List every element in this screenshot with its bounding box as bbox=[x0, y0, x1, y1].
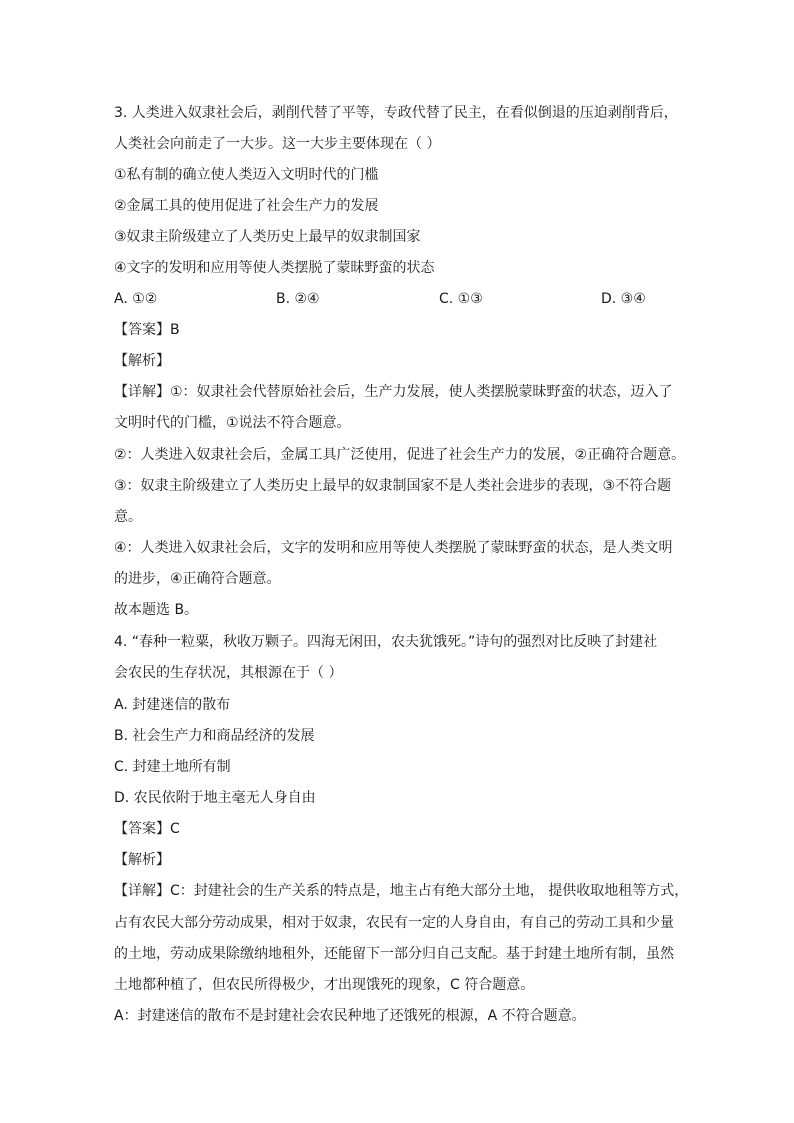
q3-detail-line-2: 文明时代的门槛，①说法不符合题意。 bbox=[114, 415, 351, 431]
q4-detail-line-3: 的土地，劳动成果除缴纳地租外，还能留下一部分归自己支配。基于封建土地所有制，虽然 bbox=[114, 946, 674, 962]
q3-detail-line-7: 的进步，④正确符合题意。 bbox=[114, 571, 281, 587]
q3-option-d: D. ③④ bbox=[601, 291, 646, 307]
q3-item-3: ③奴隶主阶级建立了人类历史上最早的奴隶制国家 bbox=[114, 229, 421, 245]
q4-option-b: B. 社会生产力和商品经济的发展 bbox=[114, 728, 315, 744]
q3-option-a: A. ①② bbox=[114, 291, 158, 307]
q4-stem-line-1: 4. “春种一粒粟，秋收万颗子。四海无闲田，农夫犹饿死。”诗句的强烈对比反映了封建社 bbox=[114, 634, 658, 650]
q3-stem-line-2: 人类社会向前走了一大步。这一大步主要体现在（ ） bbox=[114, 136, 441, 152]
q4-detail-line-2: 占有农民大部分劳动成果，相对于奴隶，农民有一定的人身自由，有自己的劳动工具和少量 bbox=[114, 915, 674, 931]
q4-stem-line-2: 会农民的生存状况，其根源在于（ ） bbox=[114, 665, 343, 681]
q4-option-d: D. 农民依附于地主毫无人身自由 bbox=[114, 790, 316, 806]
q3-option-c: C. ①③ bbox=[439, 291, 483, 307]
q3-option-b: B. ②④ bbox=[276, 291, 320, 307]
q4-detail-line-4: 土地都种植了，但农民所得极少，才出现饿死的现象，C 符合题意。 bbox=[114, 977, 535, 993]
q3-item-4: ④文字的发明和应用等使人类摆脱了蒙昧野蛮的状态 bbox=[114, 260, 435, 276]
q4-analysis-label: 【解析】 bbox=[114, 852, 170, 868]
q3-conclusion: 故本题选 B。 bbox=[114, 602, 199, 618]
q3-options bbox=[114, 289, 674, 309]
q4-option-c: C. 封建土地所有制 bbox=[114, 759, 231, 775]
q4-option-a: A. 封建迷信的散布 bbox=[114, 697, 231, 713]
q3-detail-line-1: 【详解】①：奴隶社会代替原始社会后，生产力发展，使人类摆脱蒙昧野蛮的状态，迈入了 bbox=[114, 384, 673, 400]
q4-answer: 【答案】C bbox=[114, 821, 180, 837]
q3-stem-line-1: 3. 人类进入奴隶社会后，剥削代替了平等，专政代替了民主，在看似倒退的压迫剥削背后， bbox=[114, 105, 678, 121]
q3-item-2: ②金属工具的使用促进了社会生产力的发展 bbox=[114, 198, 379, 214]
q3-detail-line-3: ②：人类进入奴隶社会后，金属工具广泛使用，促进了社会生产力的发展，②正确符合题意。 bbox=[114, 447, 686, 463]
q3-detail-line-5: 意。 bbox=[114, 509, 142, 525]
q3-detail-line-6: ④：人类进入奴隶社会后，文字的发明和应用等使人类摆脱了蒙昧野蛮的状态，是人类文明 bbox=[114, 540, 673, 556]
q3-item-1: ①私有制的确立使人类迈入文明时代的门槛 bbox=[114, 167, 379, 183]
q3-answer: 【答案】B bbox=[114, 322, 180, 338]
q3-analysis-label: 【解析】 bbox=[114, 353, 170, 369]
q3-detail-line-4: ③：奴隶主阶级建立了人类历史上最早的奴隶制国家不是人类社会进步的表现，③不符合题 bbox=[114, 478, 672, 494]
q4-detail-line-5: A：封建迷信的散布不是封建社会农民种地了还饿死的根源，A 不符合题意。 bbox=[114, 1008, 586, 1024]
q4-detail-line-1: 【详解】C：封建社会的生产关系的特点是，地主占有绝大部分土地， 提供收取地租等方式， bbox=[114, 883, 689, 899]
